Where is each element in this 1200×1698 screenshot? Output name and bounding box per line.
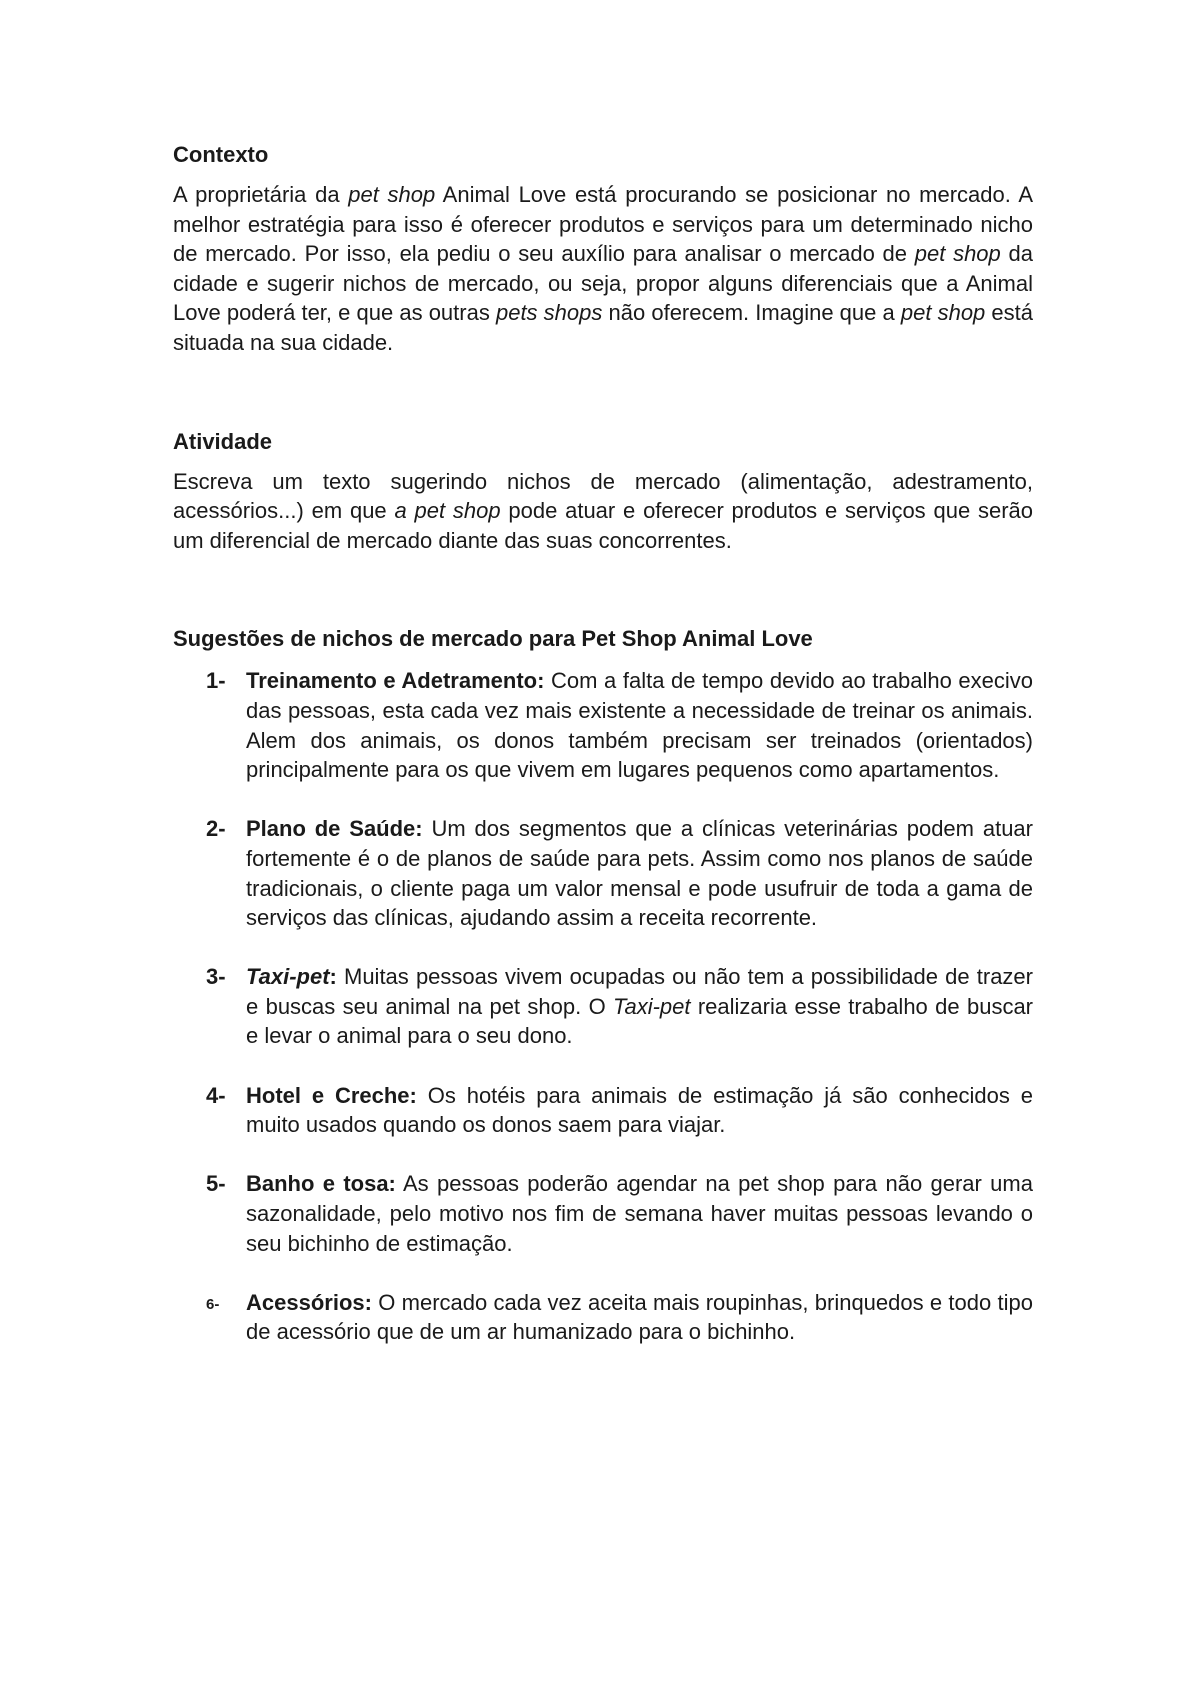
list-number: 2- (206, 816, 226, 842)
item-text: realizaria esse trabalho de buscar e levar o animal para o seu dono. (246, 993, 1034, 1049)
list-number: 5- (206, 1171, 226, 1197)
list-item (173, 1169, 1033, 1258)
italic-run: pet shop (900, 300, 986, 326)
list-item (173, 962, 1033, 1051)
text-run: Animal Love está procurando se posicionar no mercado. A melhor estratégia para isso é oferecer produtos e serviços para um determinado nicho de mercado. Por isso, ela pediu o seu auxílio para analisar o mercado de (173, 182, 1034, 267)
document-page (173, 138, 1033, 1377)
item-lead: Acessórios: (246, 1289, 372, 1315)
item-lead: Hotel e Creche: (246, 1082, 417, 1108)
contexto-paragraph (173, 180, 1033, 358)
text-run: está situada na sua cidade. (173, 300, 1034, 355)
item-text: Um dos segmentos que a clínicas veterinárias podem atuar fortemente é o de planos de saúde para pets. Assim como nos planos de saúde tradicionais, o cliente paga um valor mensal e pode usufruir de toda a gama de serviços das clínicas, ajudando assim a receita recorrente. (246, 816, 1033, 931)
text-run: da cidade e sugerir nichos de mercado, ou seja, propor alguns diferenciais que a Animal Love poderá ter, e que as outras (173, 241, 1033, 326)
italic-run: a pet shop (394, 498, 501, 524)
list-item (173, 1081, 1033, 1140)
italic-run: pet shop (914, 241, 1001, 267)
item-italic: Taxi-pet (613, 993, 691, 1019)
list-item (173, 666, 1033, 784)
contexto-heading: Contexto (173, 142, 269, 167)
item-lead-colon: : (329, 964, 337, 990)
atividade-paragraph (173, 467, 1033, 556)
suggestions-list (173, 666, 1033, 1347)
text-run: A proprietária da (173, 182, 349, 207)
item-text: Os hotéis para animais de estimação já são conhecidos e muito usados quando os donos saem para viajar. (246, 1082, 1033, 1138)
item-lead: Taxi-pet (246, 964, 330, 990)
list-number: 6- (206, 1295, 220, 1313)
list-number: 1- (206, 668, 226, 694)
item-lead: Plano de Saúde: (246, 816, 423, 842)
item-text: As pessoas poderão agendar na pet shop para não gerar uma sazonalidade, pelo motivo nos fim de semana haver muitas pessoas levando o seu bichinho de estimação. (246, 1171, 1033, 1256)
atividade-heading: Atividade (173, 428, 273, 454)
item-text: Muitas pessoas vivem ocupadas ou não tem a possibilidade de trazer e buscas seu animal na pet shop. O (246, 964, 1033, 1019)
text-run: pode atuar e oferecer produtos e serviços que serão um diferencial de mercado diante das suas concorrentes. (173, 498, 1033, 553)
italic-run: pet shop (348, 182, 436, 207)
item-lead: Treinamento e Adetramento: (246, 668, 545, 694)
item-text: O mercado cada vez aceita mais roupinhas, brinquedos e todo tipo de acessório que de um ar humanizado para o bichinho. (246, 1289, 1033, 1345)
sugestoes-heading: Sugestões de nichos de mercado para Pet Shop Animal Love (173, 626, 813, 652)
italic-run: pets shops (495, 300, 603, 326)
item-text: Com a falta de tempo devido ao trabalho execivo das pessoas, esta cada vez mais existente a necessidade de treinar os animais. Alem dos animais, os donos também precisam ser treinados (orientados) principalmente para os que vivem em lugares pequenos como apartamentos. (246, 668, 1033, 783)
text-run: não oferecem. Imagine que a (602, 300, 901, 326)
list-number: 3- (206, 964, 226, 990)
list-item (173, 814, 1033, 932)
list-number: 4- (206, 1082, 226, 1108)
item-lead: Banho e tosa: (246, 1171, 396, 1197)
text-run: Escreva um texto sugerindo nichos de mercado (alimentação, adestramento, acessórios...) em que (173, 468, 1033, 524)
list-item (173, 1288, 1033, 1347)
